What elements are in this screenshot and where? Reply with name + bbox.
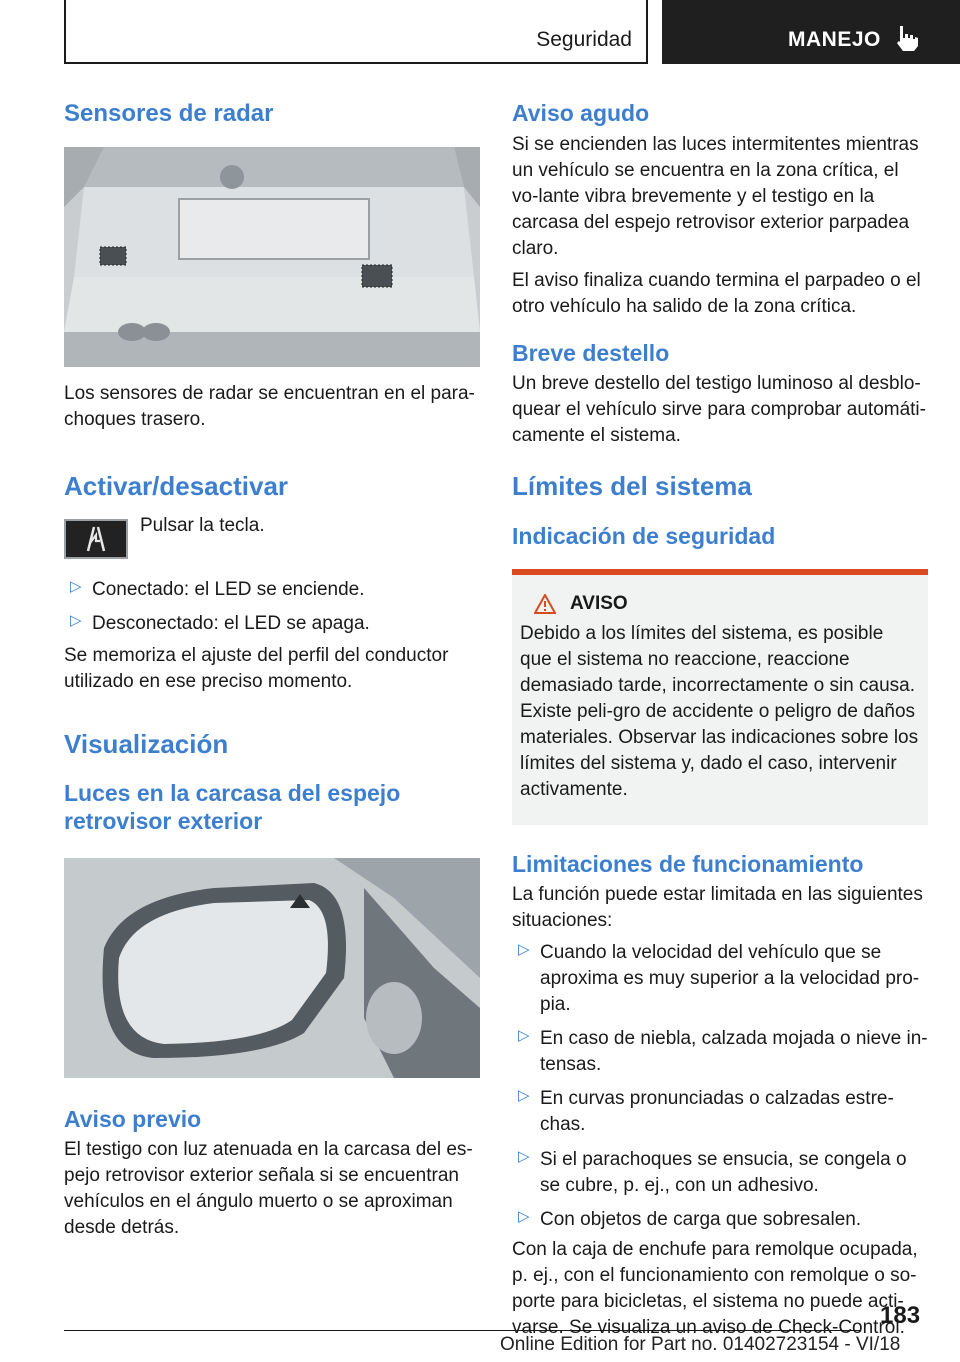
list-item: ▷ Conectado: el LED se enciende. <box>64 577 480 603</box>
pre-warning-text: El testigo con luz atenuada en la carcasa del es‐pejo retrovisor exterior señala si se encuentran vehículos en el ángulo muerto o se aproximan desde detrás. <box>64 1139 473 1239</box>
button-instruction: Pulsar la tecla. <box>140 514 265 536</box>
brief-flash-text: Un breve destello del testigo luminoso al desblo‐quear el vehículo sirve para comprobar automáti‐camente el sistema. <box>512 373 926 447</box>
triangle-bullet-icon: ▷ <box>70 611 82 629</box>
triangle-bullet-icon: ▷ <box>518 1207 530 1225</box>
list-item: ▷ Desconectado: el LED se apaga. <box>64 611 480 637</box>
header-section-frame <box>64 0 648 64</box>
header-chapter-title: MANEJO <box>788 28 881 51</box>
function-limits-heading: Limitaciones de funcionamiento <box>512 850 864 877</box>
warning-text: Debido a los límites del sistema, es posible que el sistema no reaccione, reaccione demasiado tarde, incorrectamente o sin causa. Existe peli‐gro de accidente o peligro de daños materiales. Observar las indicaciones sobre los límites del sistema y, dado el caso, intervenir activamente. <box>520 622 919 800</box>
header-section-title: Seguridad <box>536 28 632 51</box>
hand-pointer-icon <box>894 24 920 52</box>
function-limits-list <box>512 940 928 1232</box>
header-chapter-tab <box>662 0 960 64</box>
triangle-bullet-icon: ▷ <box>518 1147 530 1165</box>
button-row <box>64 514 480 559</box>
car-rear-radar-image <box>64 147 480 367</box>
warning-label: AVISO <box>570 592 628 614</box>
right-column <box>512 100 928 1341</box>
mirror-lights-heading: Luces en la carcasa del espejo retrovisor exterior <box>64 780 401 834</box>
warning-triangle-icon <box>534 594 556 614</box>
radar-caption: Los sensores de radar se encuentran en el para‐choques trasero. <box>64 382 475 430</box>
activate-heading: Activar/desactivar <box>64 470 289 501</box>
function-limits-intro: La función puede estar limitada en las siguientes situaciones: <box>512 884 923 932</box>
trailer-note: Con la caja de enchufe para remolque ocupada, p. ej., con el funcionamiento con remolque o so‐porte para bicicletas, el sistema no puede acti‐varse. Se visualiza un aviso de Check-Control. <box>512 1238 918 1338</box>
footer-divider <box>64 1330 860 1331</box>
triangle-bullet-icon: ▷ <box>518 1087 530 1105</box>
triangle-bullet-icon: ▷ <box>518 1027 530 1045</box>
acute-warning-text-1: Si se encienden las luces intermitentes mientras un vehículo se encuentra en la zona crítica, el vo‐lante vibra brevemente y el testigo en la carcasa del espejo retrovisor exterior parpadea claro. <box>512 133 919 259</box>
warning-box <box>512 569 928 825</box>
brief-flash-heading: Breve destello <box>512 339 670 366</box>
footer-edition: Online Edition for Part no. 01402723154 - VI/18 <box>500 1334 901 1355</box>
list-item: ▷ Con objetos de carga que sobresalen. <box>512 1207 928 1233</box>
list-item: ▷ En caso de niebla, calzada mojada o nieve in‐tensas. <box>512 1026 928 1078</box>
memory-note: Se memoriza el ajuste del perfil del conductor utilizado en ese preciso momento. <box>64 644 449 692</box>
lane-change-button-icon <box>64 519 128 559</box>
safety-note-heading: Indicación de seguridad <box>512 523 776 550</box>
triangle-bullet-icon: ▷ <box>518 941 530 959</box>
triangle-bullet-icon: ▷ <box>70 577 82 595</box>
page-number: 183 <box>880 1302 921 1329</box>
acute-warning-text-2: El aviso finaliza cuando termina el parpadeo o el otro vehículo ha salido de la zona crítica. <box>512 269 921 317</box>
left-column <box>64 100 480 1241</box>
display-heading: Visualización <box>64 728 229 759</box>
list-item: ▷ Si el parachoques se ensucia, se congela o se cubre, p. ej., con un adhesivo. <box>512 1147 928 1199</box>
list-item: ▷ En curvas pronunciadas o calzadas estre‐chas. <box>512 1086 928 1138</box>
side-mirror-image <box>64 858 480 1078</box>
radar-sensors-heading: Sensores de radar <box>64 100 274 127</box>
list-item: ▷ Cuando la velocidad del vehículo que se aproxima es muy superior a la velocidad pro‐pia. <box>512 940 928 1018</box>
system-limits-heading: Límites del sistema <box>512 471 752 502</box>
pre-warning-heading: Aviso previo <box>64 1105 202 1132</box>
acute-warning-heading: Aviso agudo <box>512 100 650 126</box>
warning-title-row <box>520 593 920 615</box>
